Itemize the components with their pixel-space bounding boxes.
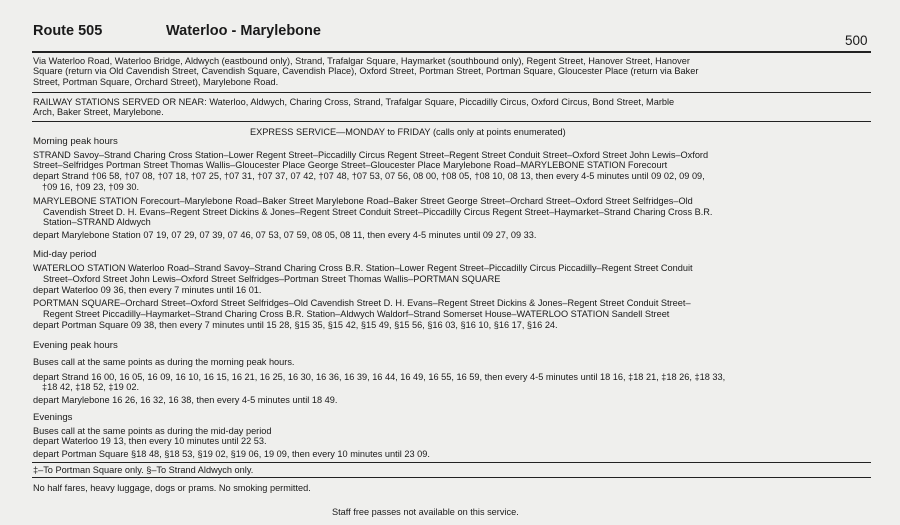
footnote-keys: ‡–To Portman Square only. §–To Strand Aldwych only.	[33, 465, 254, 475]
evenings-port: depart Portman Square §18 48, §18 53, §19 02, §19 06, 19 09, then every 10 minutes until 23 09.	[33, 449, 430, 459]
midday-heading: Mid-day period	[33, 249, 97, 260]
header-rule	[32, 51, 871, 53]
railway-line-2: Arch, Baker Street, Marylebone.	[33, 107, 164, 117]
via-line-2: Square (return via Old Cavendish Street, Cavendish Square, Cavendish Place), Oxford Street, Portman Street, Portman Square, Gloucester Place (return via Baker	[33, 66, 699, 76]
evening-peak-heading: Evening peak hours	[33, 340, 118, 351]
railway-rule	[32, 121, 871, 122]
staff-passes-note: Staff free passes not available on this service.	[332, 507, 519, 517]
restrictions: No half fares, heavy luggage, dogs or prams. No smoking permitted.	[33, 483, 311, 493]
railway-line-1	[33, 97, 674, 107]
morning-mary-route-2: Cavendish Street D. H. Evans–Regent Street Dickins & Jones–Regent Street Conduit Street–Piccadilly Circus Regent Street–Haymarket–Strand Charing Cross B.R.	[43, 207, 713, 217]
restrictions-rule	[32, 477, 871, 478]
morning-mary-route-3: Station–STRAND Aldwych	[43, 217, 151, 227]
morning-heading: Morning peak hours	[33, 136, 118, 147]
evening-peak-strand-1: depart Strand 16 00, 16 05, 16 09, 16 10, 16 15, 16 21, 16 25, 16 30, 16 36, 16 39, 16 44, 16 49, 16 55, 16 59, then every 4-5 minutes until 18 16, ‡18 21, ‡18 26, ‡18 33,	[33, 372, 726, 382]
railway-stations: Waterloo, Aldwych, Charing Cross, Strand, Trafalgar Square, Piccadilly Circus, Oxford Circus, Bond Street, Marble	[209, 97, 675, 107]
evening-peak-mary: depart Marylebone 16 26, 16 32, 16 38, then every 4-5 minutes until 18 49.	[33, 395, 338, 405]
morning-mary-depart: depart Marylebone Station 07 19, 07 29, 07 39, 07 46, 07 53, 07 59, 08 05, 08 11, then every 4-5 minutes until 09 27, 09 33.	[33, 230, 537, 240]
evening-peak-strand-2: ‡18 42, ‡18 52, ‡19 02.	[42, 382, 140, 392]
evening-peak-note: Buses call at the same points as during the morning peak hours.	[33, 357, 295, 367]
midday-wat-depart: depart Waterloo 09 36, then every 7 minutes until 16 01.	[33, 285, 262, 295]
evenings-note: Buses call at the same points as during the mid-day period	[33, 426, 272, 436]
midday-port-depart: depart Portman Square 09 38, then every 7 minutes until 15 28, §15 35, §15 42, §15 49, §15 56, §16 03, §16 10, §16 17, §16 24.	[33, 320, 558, 330]
morning-strand-route-1: STRAND Savoy–Strand Charing Cross Station–Lower Regent Street–Piccadilly Circus Regent Street–Regent Street Conduit Street–Oxford Street John Lewis–Oxford	[33, 150, 709, 160]
midday-wat-route-2: Street–Oxford Street John Lewis–Oxford Street Selfridges–Portman Street Thomas Wallis–PORTMAN SQUARE	[43, 274, 501, 284]
morning-strand-depart-1: depart Strand †06 58, †07 08, †07 18, †07 25, †07 31, †07 37, 07 42, †07 48, †07 53, 07 56, 08 00, †08 05, †08 10, 08 13, then every 4-5 minutes until 09 02, 09 09,	[33, 171, 705, 181]
morning-strand-depart-2: †09 16, †09 23, †09 30.	[42, 182, 140, 192]
via-line-1: Via Waterloo Road, Waterloo Bridge, Aldwych (eastbound only), Strand, Trafalgar Square, Haymarket (southbound only), Regent Street, Hanover Street, Hanover	[33, 56, 690, 66]
midday-port-route-2: Regent Street Piccadilly–Haymarket–Strand Charing Cross B.R. Station–Aldwych Waldorf–Strand Somerset House–WATERLOO STATION Sandell Street	[43, 309, 670, 319]
midday-wat-route-1: WATERLOO STATION Waterloo Road–Strand Savoy–Strand Charing Cross B.R. Station–Lower Regent Street–Piccadilly Circus Piccadilly–Regent Street Conduit	[33, 263, 693, 273]
morning-mary-route-1: MARYLEBONE STATION Forecourt–Marylebone Road–Baker Street Marylebone Road–Baker Street George Street–Orchard Street–Oxford Street Selfridges–Old	[33, 196, 693, 206]
route-title: Waterloo - Marylebone	[166, 23, 321, 39]
railway-heading: RAILWAY STATIONS SERVED OR NEAR:	[33, 97, 207, 107]
footnote-rule	[32, 462, 871, 463]
morning-strand-route-2: Street–Selfridges Portman Street Thomas Wallis–Gloucester Place George Street–Gloucester Place Marylebone Road–MARYLEBONE STATION Forecourt	[33, 160, 668, 170]
via-rule	[32, 92, 871, 93]
evenings-wat: depart Waterloo 19 13, then every 10 minutes until 22 53.	[33, 436, 267, 446]
evenings-heading: Evenings	[33, 412, 73, 423]
midday-port-route-1: PORTMAN SQUARE–Orchard Street–Oxford Street Selfridges–Old Cavendish Street D. H. Evans–Regent Street Dickins & Jones–Regent Street Conduit Street–	[33, 298, 691, 308]
page-number: 500	[845, 33, 868, 48]
route-number: Route 505	[33, 23, 103, 39]
via-line-3: Street, Portman Square, Orchard Street), Marylebone Road.	[33, 77, 279, 87]
express-heading: EXPRESS SERVICE—MONDAY to FRIDAY (calls only at points enumerated)	[250, 127, 566, 137]
